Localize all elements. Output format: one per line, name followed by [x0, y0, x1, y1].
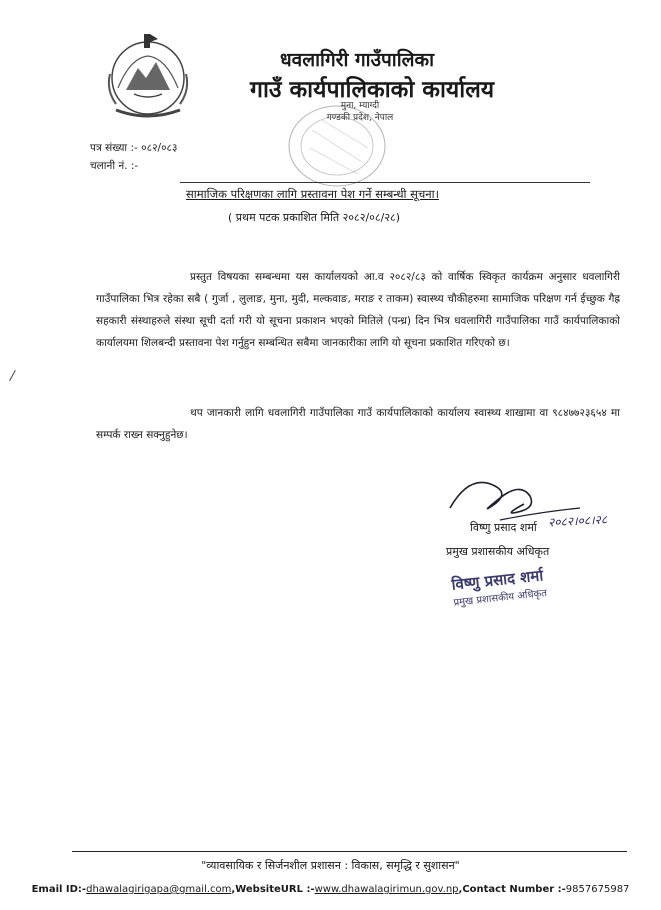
contact-value: 9857675987: [565, 884, 630, 895]
notice-subject: सामाजिक परिक्षणका लागि प्रस्तावना पेश गर्ने सम्बन्धी सूचना।: [186, 187, 439, 201]
office-name: गाउँ कार्यपालिकाको कार्यालय: [250, 77, 495, 103]
letter-number: पत्र संख्या :- ०८२/०८३: [90, 142, 178, 154]
website-value: www.dhawalagirimun.gov.np: [314, 884, 459, 895]
margin-tick-mark: /: [8, 367, 17, 385]
stamp-name: विष्णु प्रसाद शर्मा: [450, 566, 544, 594]
publication-date-line: ( प्रथम पटक प्रकाशित मिति २०८२/०८/२८): [228, 211, 401, 224]
nepal-emblem-icon: [100, 28, 196, 124]
footer-divider: [72, 851, 627, 852]
stamp-designation: प्रमुख प्रशासकीय अधिकृत: [452, 587, 548, 609]
org-name: धवलागिरी गाउँपालिका: [280, 49, 435, 71]
office-address: [320, 100, 400, 124]
address-line-1: मुना, म्याग्दी: [340, 101, 380, 111]
signatory-designation: प्रमुख प्रशासकीय अधिकृत: [446, 545, 550, 558]
body-paragraph-2: [96, 402, 620, 446]
paragraph-text: प्रस्तुत विषयका सम्बन्धमा यस कार्यालयको आ.व २०८२/८३ को वार्षिक स्विकृत कार्यक्रम अनुसार धवलागिरी गाउँपालिका भित्र रहेका सबै ( गुर्जा , लुलाङ, मुना, मुदी, मल्कवाङ, मराङ र ताकम) स्वास्थ्य चौकीहरुमा सामाजिक परिक्षण गर्न ईच्छुक गैह्र सहकारी संस्थाहरुले संस्था सूची दर्ता गरी यो सूचना प्रकाशन भएको मितिले (पन्ध्र) दिन भित्र धवलागिरी गाउँपालिका गाउँ कार्यपालिकाको कार्यालयमा शिलबन्दी प्रस्तावना पेश गर्नुहुन सम्बन्धित सबैमा जानकारीका लागि यो सूचना प्रकाशित गरिएको छ।: [96, 271, 620, 349]
footer-contact-line: Email ID:-dhawalagirigapa@gmail.com,WebsiteURL :-www.dhawalagirimun.gov.np,Contact Number :-9857675987: [31, 884, 630, 895]
handwritten-date: २०८२।०८।२८: [547, 512, 608, 530]
email-label: Email ID:-: [31, 884, 87, 895]
website-label: WebsiteURL :-: [235, 884, 315, 895]
paragraph-text: थप जानकारी लागि धवलागिरी गाउँपालिका गाउँ कार्यपालिकाको कार्यालय स्वास्थ्य शाखामा वा ९८४७७२३६५४ मा सम्पर्क राख्न सक्नुहुनेछ।: [96, 407, 620, 441]
dispatch-number: चलानी नं. :-: [90, 160, 139, 172]
body-paragraph-1: [96, 266, 620, 354]
address-line-2: गण्डकी प्रदेश, नेपाल: [326, 113, 394, 123]
contact-label: Contact Number :-: [462, 884, 566, 895]
footer-motto: "व्यावसायिक र सिर्जनशील प्रशासन : विकास, समृद्धि र सुशासन": [201, 859, 460, 872]
signatory-name: विष्णु प्रसाद शर्मा: [470, 521, 537, 534]
officer-name-stamp: [451, 561, 584, 608]
divider: [180, 182, 590, 183]
email-value: dhawalagirigapa@gmail.com: [86, 884, 232, 895]
